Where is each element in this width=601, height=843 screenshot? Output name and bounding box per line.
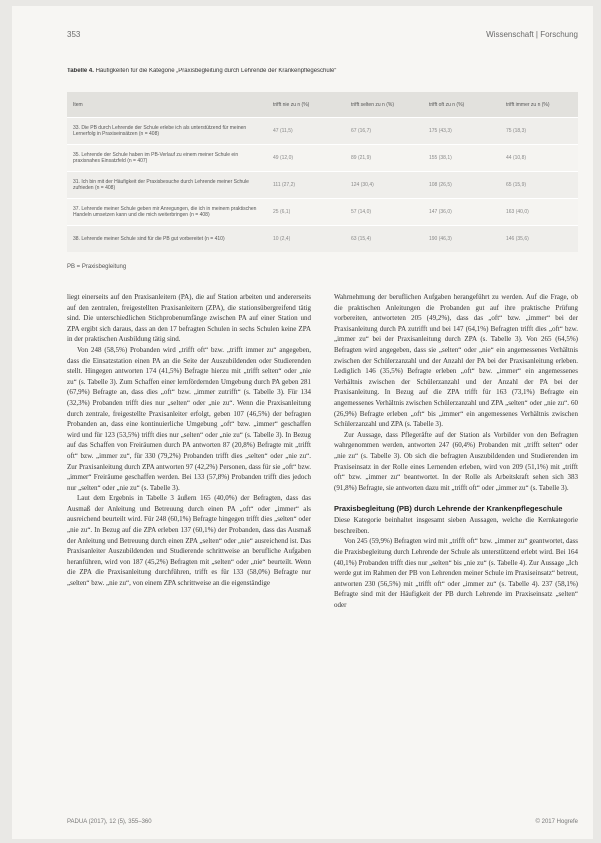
- table-header-cell: Item: [67, 92, 267, 118]
- table-caption: [67, 68, 567, 74]
- body-paragraph: Von 248 (58,5%) Probanden wird „trifft oft“ bzw. „trifft immer zu“ angegeben, dass die Einsatzstation einen PA an die Seite der Auszubildenden oder Studierenden stellt. Hingegen antworten 174 (41,5%) Befragte hierzu mit „trifft selten“ oder „nie zu“ (s. Tabelle 3). Zum Schaffen einer lernfördernden Umgebung durch PA geben 281 (67,9%) Befragte an, dass dies „oft“ bzw. „immer zutrifft“ (s. Tabelle 3). Für 134 (32,3%) Probanden trifft dies nur „selten“ oder „nie zu“. Wenn die Praxisanleitung durch zentrale, freigestellte Praxisanleiter erfolgt, geben 107 (46,5%) der befragten Probanden an, dass eine kontinuierliche Umgebung „oft“ bzw. „immer“ geschaffen wird und für 123 (53,5%) trifft dies nur „selten“ oder „nie zu“ (s. Tabelle 3). In Bezug auf das Schaffen von Freiräumen durch PA antworten 87 (20,8%) Befragte mit „trifft oft“ bzw. „immer zu“, für 330 (79,2%) Probanden trifft dies „selten“ oder „nie zu“. Zur Praxisanleitung durch ZPA antworten 97 (42,2%) Personen, dass für sie „oft“ bzw. „immer“ Freiräume geschaffen werden. Bei 133 (57,8%) Probanden trifft dies jedoch nur „selten“ oder „nie zu“ (s. Tabelle 3).: [67, 345, 311, 492]
- table-header-row: [67, 92, 578, 118]
- value-cell: 146 (35,6): [500, 226, 578, 253]
- value-cell: 190 (46,3): [423, 226, 500, 253]
- value-cell: 49 (12,0): [267, 145, 345, 172]
- page: [12, 6, 593, 839]
- item-cell: 35. Lehrende der Schule haben im PB-Verlauf zu einem meiner Schule ein praxisnahes Einsatzfeld (n = 407): [67, 145, 267, 172]
- results-table: [67, 92, 578, 252]
- page-number: 353: [67, 30, 81, 39]
- item-cell: 31. Ich bin mit der Häufigkeit der Praxisbesuche durch Lehrende meiner Schule zufrieden (n = 408): [67, 172, 267, 199]
- value-cell: 75 (18,3): [500, 118, 578, 145]
- item-cell: 38. Lehrende meiner Schule sind für die PB gut vorbereitet (n = 410): [67, 226, 267, 253]
- value-cell: 25 (6,1): [267, 199, 345, 226]
- table-caption-text: Häufigkeiten für die Kategorie „Praxisbegleitung durch Lehrende der Krankenpflegeschule“: [95, 68, 337, 74]
- value-cell: 111 (27,2): [267, 172, 345, 199]
- value-cell: 65 (15,9): [500, 172, 578, 199]
- table-row: [67, 172, 578, 199]
- table-header-cell: trifft immer zu n (%): [500, 92, 578, 118]
- body-paragraph: liegt einerseits auf den Praxisanleitern (PA), die auf Station arbeiten und andererseits auf den zentralen, freigestellten Praxisanleitern (ZPA), die stationsübergreifend tätig sind. Die unterschiedlichen Stichprobenumfänge zwischen PA auf einer Station und ZPA ergibt sich daraus, dass an den 17 befragten Schulen in sechs Schulen keine ZPA in der praktischen Ausbildung tätig sind.: [67, 293, 311, 344]
- value-cell: 67 (16,7): [345, 118, 423, 145]
- copyright: © 2017 Hogrefe: [535, 819, 578, 825]
- table-footnote: PB = Praxisbegleitung: [67, 264, 127, 270]
- right-column: [334, 292, 578, 611]
- value-cell: 10 (2,4): [267, 226, 345, 253]
- value-cell: 163 (40,0): [500, 199, 578, 226]
- body-paragraph: Laut dem Ergebnis in Tabelle 3 äußern 165 (40,0%) der Befragten, dass das Ausmaß der Anleitung und Betreuung durch einen PA „oft“ oder „immer“ als ausreichend beurteilt wird. Für 248 (60,1%) Befragte hingegen trifft dies „selten“ oder „nie zu“. In Bezug auf die ZPA erleben 137 (60,1%) der Probanden, dass das Ausmaß der Anleitung und Betreuung durch einen ZPA „selten“ oder „nie“ ausreichend ist. Das Praxisanleiter Auszubildenden und Studierende schrittweise an berufliche Aufgaben heranführen, wird von 187 (45,2%) Befragten mit „selten“ oder „nie“ beurteilt. Wenn die ZPA die Praxisanleitung durchführen, trifft es für 133 (58,0%) Befragte nur „selten“ bzw. „nie zu“, von einem ZPA schrittweise an die eigenständige: [67, 494, 311, 588]
- table-row: [67, 145, 578, 172]
- table-row: [67, 226, 578, 253]
- value-cell: 57 (14,0): [345, 199, 423, 226]
- journal-citation: PADUA (2017), 12 (5), 355–360: [67, 819, 152, 825]
- section-heading: Praxisbegleitung (PB) durch Lehrende der Krankenpflegeschule: [334, 504, 563, 514]
- value-cell: 147 (36,0): [423, 199, 500, 226]
- table-header-cell: trifft nie zu n (%): [267, 92, 345, 118]
- value-cell: 124 (30,4): [345, 172, 423, 199]
- item-cell: 33. Die PB durch Lehrende der Schule erlebe ich als unterstützend für meinen Lernerfolg in Praxiseinsätzen (n = 408): [67, 118, 267, 145]
- table-caption-label: Tabelle 4.: [67, 68, 94, 74]
- value-cell: 108 (26,5): [423, 172, 500, 199]
- value-cell: 47 (11,5): [267, 118, 345, 145]
- table-row: [67, 118, 578, 145]
- left-column: [67, 292, 311, 589]
- table-row: [67, 199, 578, 226]
- table-header-cell: trifft selten zu n (%): [345, 92, 423, 118]
- body-paragraph: Diese Kategorie beinhaltet insgesamt sieben Aussagen, welche die Kernkategorie beschreiben.: [334, 516, 578, 535]
- value-cell: 175 (43,3): [423, 118, 500, 145]
- running-head: Wissenschaft | Forschung: [486, 30, 578, 39]
- value-cell: 63 (15,4): [345, 226, 423, 253]
- value-cell: 155 (38,1): [423, 145, 500, 172]
- value-cell: 44 (10,8): [500, 145, 578, 172]
- body-paragraph: Zur Aussage, dass Pflegeräfte auf der Station als Vorbilder von den Befragten wahrgenommen werden, antworten 247 (60,4%) Probanden mit „trifft selten“ oder „nie zu“ (s. Tabelle 3). Ob sich die befragten Auszubildenden und Studierenden im Praxiseinsatz in der Rolle eines Lernenden erleben, wird von 209 (51,1%) mit „trifft oft“ bzw. „immer zu“ beantwortet. In der Rolle als Arbeitskraft sehen sich 383 (91,8%) Befragte, sie antworten dazu mit „trifft oft“ oder „immer zu“ (s. Tabelle 3).: [334, 430, 578, 492]
- table-header-cell: trifft oft zu n (%): [423, 92, 500, 118]
- body-paragraph: Wahrnehmung der beruflichen Aufgaben herangeführt zu werden. Auf die Frage, ob die praktischen Anleitungen die Probanden gut auf ihre praktische Prüfung vorbereiten, antworteten 205 (49,2%), dass das „oft“ bzw. „immer“ bei der Praxisanleitung durch PA zutrifft und bei 147 (64,1%) Befragten trifft dies „oft“ bzw. „immer zu“ bei der Praxisanleitung durch ZPA (s. Tabelle 3). Von 265 (64,5%) Befragten wird angegeben, dass sie „selten“ oder „nie“ ein angemessenes Verhältnis zwischen der Schülerzanzahl und der Anzahl der PA bei der Praxisanleitung erleben. Lediglich 146 (35,5%) Befragte erleben „oft“ bzw. „immer“ ein angemessenes Verhältnis zwischen der Schülerzanzahl und der Anzahl der PA bei der Praxisanleitung. In Bezug auf die ZPA trifft für 163 (73,1%) Befragte ein angemessenes Verhältnis zwischen Schülerzanzahl und ZPA „selten“ oder „nie zu“. 60 (26,9%) Befragte erleben „oft“ bis „immer“ ein angemessenes Verhältnis zwischen Schülerzanzahl und ZPA (s. Tabelle 3).: [334, 293, 578, 429]
- body-paragraph: Von 245 (59,9%) Befragten wird mit „trifft oft“ bzw. „immer zu“ geantwortet, dass die Praxisbegleitung durch Lehrende der Schule als unterstützend erlebt wird. Bei 164 (40,1%) Probanden trifft dies nur „selten“ bis „nie zu“ (s. Tabelle 4). Zur Aussage „Ich werde gut im Rahmen der PB von Lehrenden meiner Schule im Praxiseinsatz“ betreut, antworten 230 (56,5%) mit „trifft oft“ oder „immer zu“ (s. Tabelle 4). 237 (58,1%) Befragte sind mit der Häufigkeit der PB durch Lehrende im Praxiseinsatz „selten“ oder: [334, 537, 578, 610]
- item-cell: 37. Lehrende meiner Schule geben mir Anregungen, die ich in meinem praktischen Handeln umsetzen kann und die mich weiterbringen (n = 408): [67, 199, 267, 226]
- value-cell: 89 (21,9): [345, 145, 423, 172]
